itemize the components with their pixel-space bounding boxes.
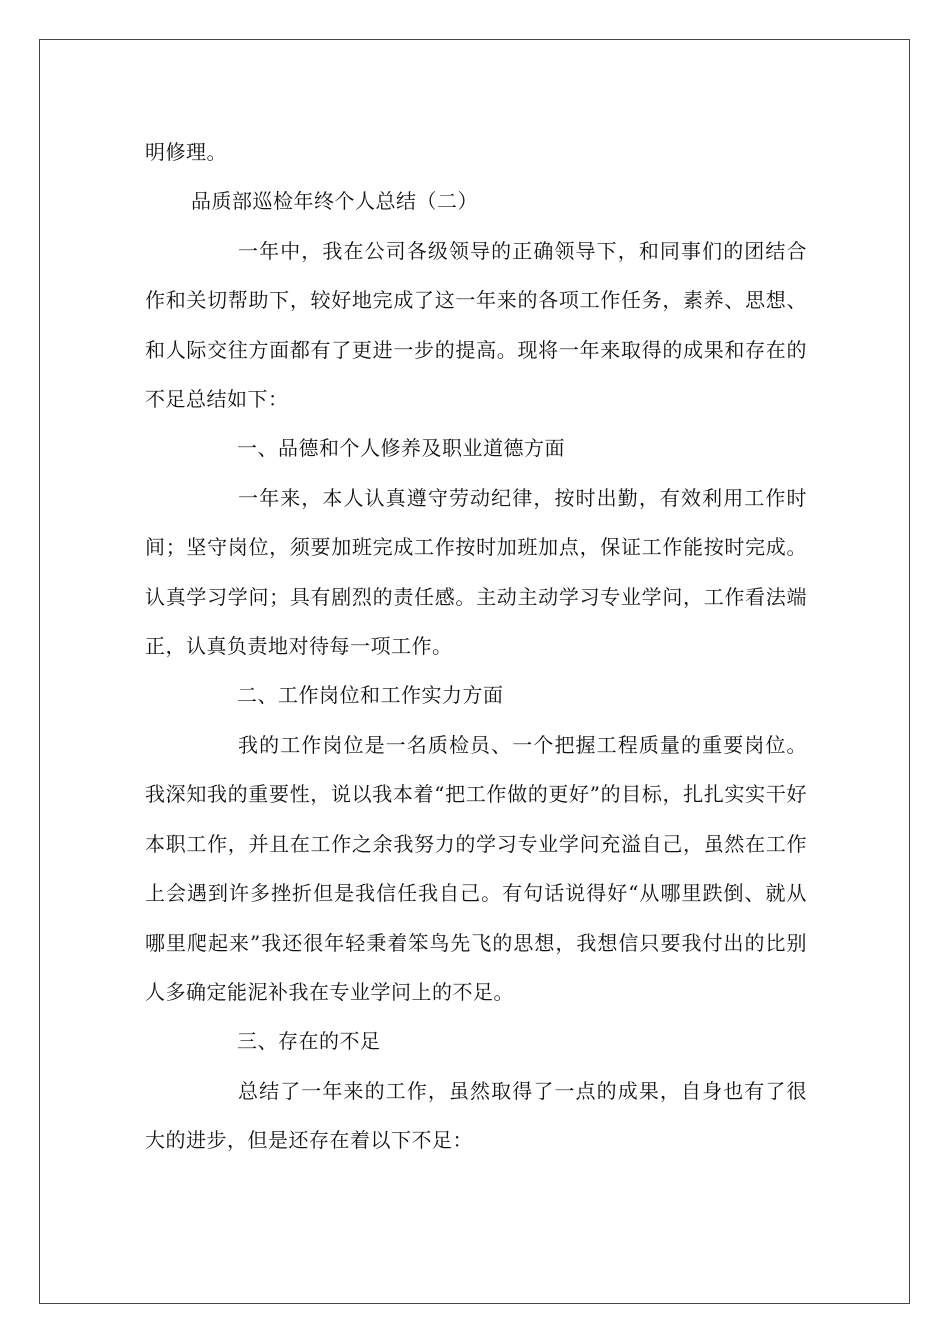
document-title: 品质部巡检年终个人总结（二） xyxy=(191,189,478,214)
section-body-work-position: 我的工作岗位是一名质检员、一个把握工程质量的重要岗位。我深知我的重要性，说以我本着“把工作做的更好”的目标，扎扎实实干好本职工作，并且在工作之余我努力的学习专业学问充溢自己，虽然在工作上会遇到许多挫折但是我信任我自己。有句话说得好“从哪里跌倒、就从哪里爬起来”我还很年轻秉着笨鸟先飞的思想，我想信只要我付出的比别人多确定能泥补我在专业学问上的不足。 xyxy=(145,732,807,1004)
intro-paragraph: 一年中，我在公司各级领导的正确领导下，和同事们的团结合作和关切帮助下，较好地完成了这一年来的各项工作任务，素养、思想、和人际交往方面都有了更进一步的提高。现将一年来取得的成果和存在的不足总结如下： xyxy=(145,238,807,412)
section-body-shortcomings: 总结了一年来的工作，虽然取得了一点的成果，自身也有了很大的进步，但是还存在着以下不足： xyxy=(145,1078,807,1153)
continuation-line: 明修理。 xyxy=(145,140,227,164)
section-heading-ethics: 一、品德和个人修养及职业道德方面 xyxy=(237,436,565,461)
section-heading-work-position: 二、工作岗位和工作实力方面 xyxy=(237,683,504,708)
document-body xyxy=(145,128,807,1166)
section-body-ethics: 一年来，本人认真遵守劳动纪律，按时出勤，有效利用工作时间；坚守岗位，须要加班完成工作按时加班加点，保证工作能按时完成。认真学习学问；具有剧烈的责任感。主动主动学习专业学问，工作看法端正，认真负责地对待每一项工作。 xyxy=(145,485,807,659)
section-heading-shortcomings: 三、存在的不足 xyxy=(237,1029,381,1054)
